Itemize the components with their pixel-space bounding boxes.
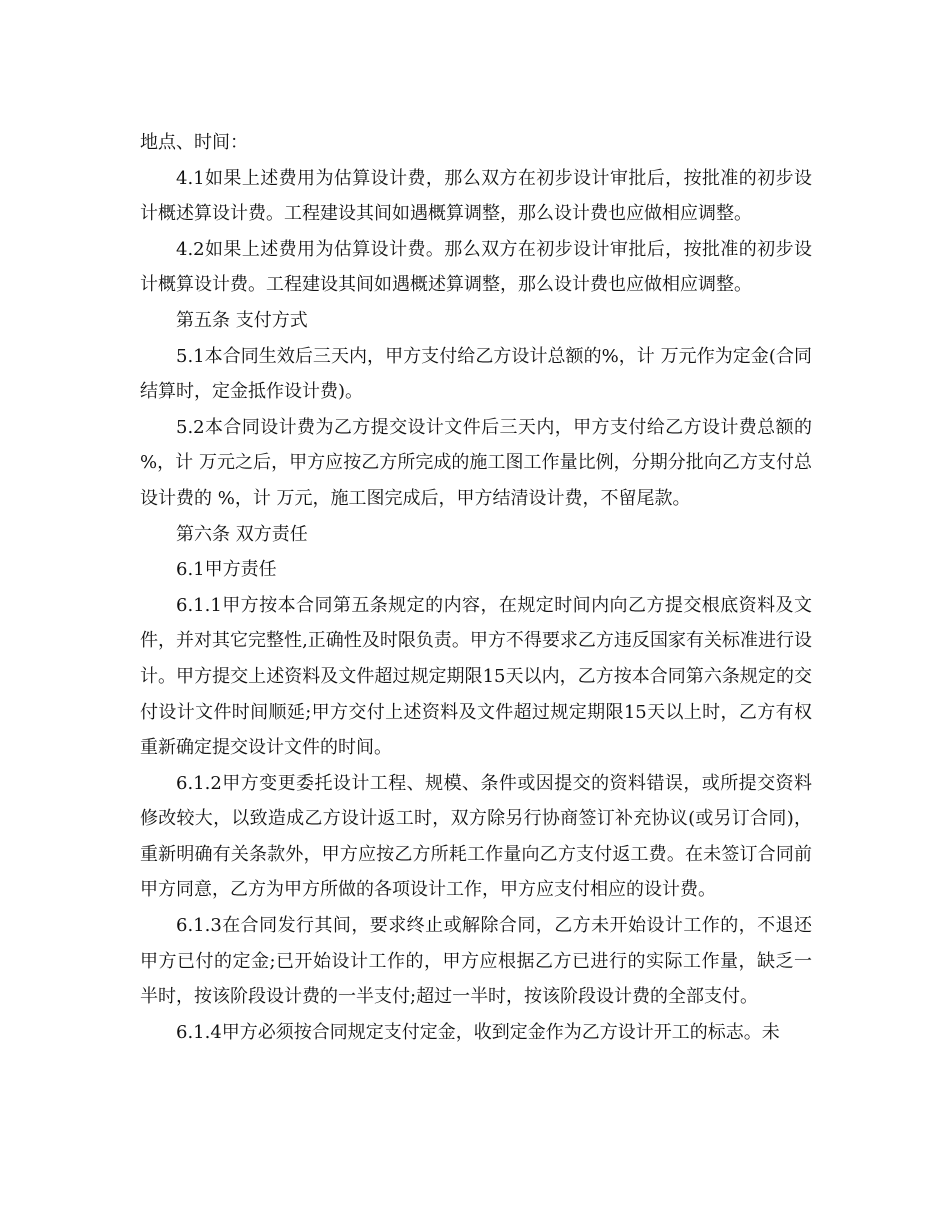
- paragraph-6-1-1: 6.1.1甲方按本合同第五条规定的内容，在规定时间内向乙方提交根底资料及文件，并对其它完整性,正确性及时限负责。甲方不得要求乙方违反国家有关标准进行设计。甲方提交上述资料及文件超过规定期限15天以内，乙方按本合同第六条规定的交付设计文件时间顺延;甲方交付上述资料及文件超过规定期限15天以上时，乙方有权重新确定提交设计文件的时间。: [140, 594, 812, 759]
- paragraph-6-1-2: 6.1.2甲方变更委托设计工程、规模、条件或因提交的资料错误，或所提交资料修改较大，以致造成乙方设计返工时，双方除另行协商签订补充协议(或另订合同)，重新明确有关条款外，甲方应按乙方所耗工作量向乙方支付返工费。在未签订合同前甲方同意，乙方为甲方所做的各项设计工作，甲方应支付相应的设计费。: [140, 772, 812, 901]
- paragraph-4-2: 4.2如果上述费用为估算设计费。那么双方在初步设计审批后，按批准的初步设计概算设计费。工程建设其间如遇概述算调整，那么设计费也应做相应调整。: [140, 238, 812, 296]
- subsection-heading-6-1: 6.1甲方责任: [176, 559, 277, 581]
- document-body: [140, 125, 812, 1050]
- paragraph-5-1: 5.1本合同生效后三天内，甲方支付给乙方设计总额的%，计 万元作为定金(合同结算时，定金抵作设计费)。: [140, 345, 812, 403]
- section-heading-article-5: 第五条 支付方式: [176, 309, 308, 331]
- paragraph-location-time: 地点、时间：: [140, 132, 248, 153]
- paragraph-6-1-3: 6.1.3在合同发行其间，要求终止或解除合同，乙方未开始设计工作的，不退还甲方已付的定金;已开始设计工作的，甲方应根据乙方已进行的实际工作量，缺乏一半时，按该阶段设计费的一半支付;超过一半时，按该阶段设计费的全部支付。: [140, 915, 812, 1008]
- paragraph-4-1: 4.1如果上述费用为估算设计费，那么双方在初步设计审批后，按批准的初步设计概述算设计费。工程建设其间如遇概算调整，那么设计费也应做相应调整。: [140, 167, 812, 225]
- section-heading-article-6: 第六条 双方责任: [176, 523, 308, 545]
- paragraph-6-1-4: 6.1.4甲方必须按合同规定支付定金，收到定金作为乙方设计开工的标志。未: [176, 1021, 780, 1043]
- paragraph-5-2: 5.2本合同设计费为乙方提交设计文件后三天内，甲方支付给乙方设计费总额的 %，计 万元之后，甲方应按乙方所完成的施工图工作量比例，分期分批向乙方支付总设计费的 %，计 万元，施工图完成后，甲方结清设计费，不留尾款。: [140, 416, 812, 509]
